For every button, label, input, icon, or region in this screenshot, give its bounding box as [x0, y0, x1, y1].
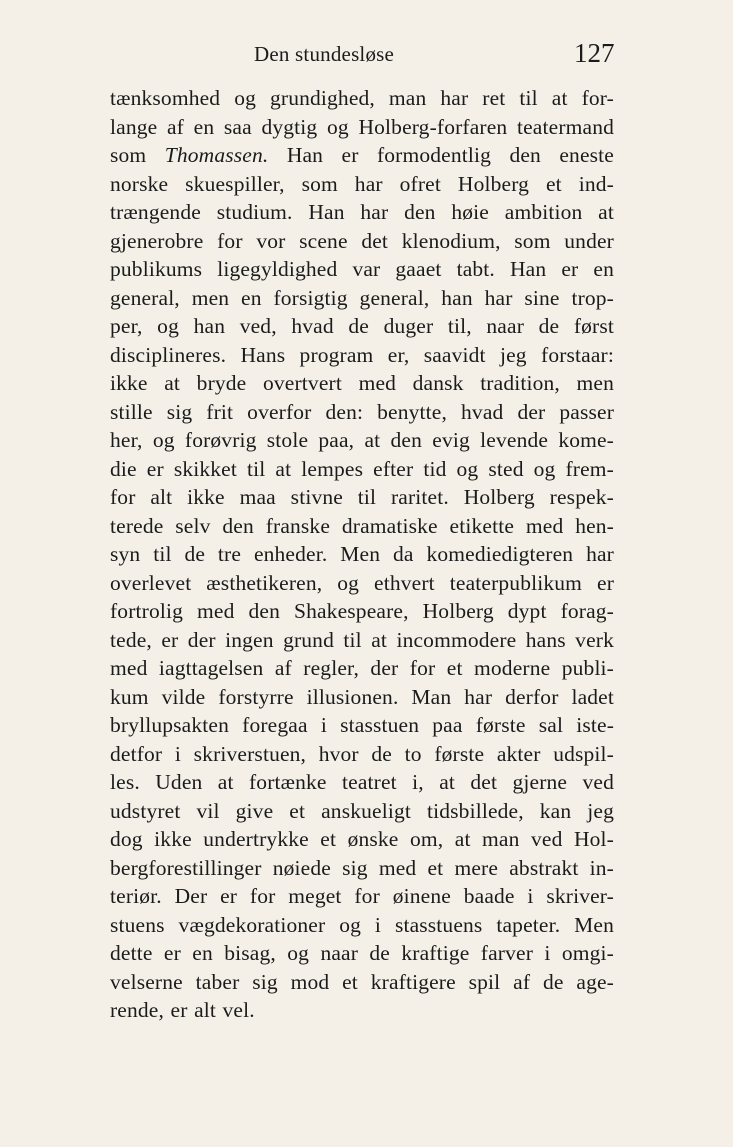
text-line: general, men en forsigtig general, han har sine trop-	[110, 285, 614, 310]
text-line: her, og forøvrig stole paa, at den evig levende kome-	[110, 428, 614, 452]
text-line	[110, 141, 614, 170]
text-line: trængende studium. Han har den høie ambition at	[110, 200, 614, 224]
text-line: gjenerobre for vor scene det klenodium, som under	[110, 228, 614, 253]
text-line: teriør. Der er for meget for øinene baade i skriver-	[110, 884, 614, 908]
text-line: tede, er der ingen grund til at incommodere hans verk	[110, 627, 614, 652]
body-text	[110, 84, 614, 1025]
text-fragment: som	[110, 143, 147, 167]
text-line: bergforestillinger nøiede sig med et mere abstrakt in-	[110, 855, 614, 880]
text-fragment: Han er formodentlig den eneste	[286, 143, 614, 167]
text-line: kum vilde forstyrre illusionen. Man har derfor ladet	[110, 684, 614, 709]
text-line: stuens vægdekorationer og i stasstuens tapeter. Men	[110, 912, 614, 937]
text-line: med iagttagelsen af regler, der for et moderne publi-	[110, 656, 614, 680]
text-line: publikums ligegyldighed var gaaet tabt. Han er en	[110, 257, 614, 281]
text-line: dog ikke undertrykke et ønske om, at man ved Hol-	[110, 827, 614, 851]
text-line: overlevet æsthetikeren, og ethvert teaterpublikum er	[110, 570, 614, 595]
text-line: die er skikket til at lempes efter tid og sted og frem-	[110, 456, 614, 481]
text-line: per, og han ved, hvad de duger til, naar de først	[110, 314, 614, 338]
text-line: bryllupsakten foregaa i stasstuen paa første sal iste-	[110, 713, 614, 737]
text-line: stille sig frit overfor den: benytte, hvad der passer	[110, 399, 614, 424]
italic-name: Thomassen.	[164, 143, 269, 167]
running-title: Den stundesløse	[254, 42, 395, 66]
text-line: tænksomhed og grundighed, man har ret til at for-	[110, 86, 614, 110]
text-line: fortrolig med den Shakespeare, Holberg dypt forag-	[110, 599, 614, 623]
text-line: disciplineres. Hans program er, saavidt jeg forstaar:	[110, 342, 614, 367]
text-line: syn til de tre enheder. Men da komediedigteren har	[110, 542, 614, 566]
text-line: dette er en bisag, og naar de kraftige farver i omgi-	[110, 941, 614, 965]
text-line: terede selv den franske dramatiske etikette med hen-	[110, 513, 614, 538]
page-header	[0, 38, 733, 78]
text-line: lange af en saa dygtig og Holberg-forfaren teatermand	[110, 114, 614, 139]
text-line: les. Uden at fortænke teatret i, at det gjerne ved	[110, 770, 614, 794]
text-line: udstyret vil give et anskueligt tidsbillede, kan jeg	[110, 798, 614, 823]
text-line: norske skuespiller, som har ofret Holberg et ind-	[110, 171, 614, 196]
text-line-last: rende, er alt vel.	[110, 998, 255, 1022]
page-number: 127	[574, 38, 615, 68]
text-line: ikke at bryde overtvert med dansk tradition, men	[110, 371, 614, 395]
text-line: detfor i skriverstuen, hvor de to første akter udspil-	[110, 741, 614, 766]
text-line: velserne taber sig mod et kraftigere spil af de age-	[110, 969, 614, 994]
text-line: for alt ikke maa stivne til raritet. Holberg respek-	[110, 485, 614, 509]
